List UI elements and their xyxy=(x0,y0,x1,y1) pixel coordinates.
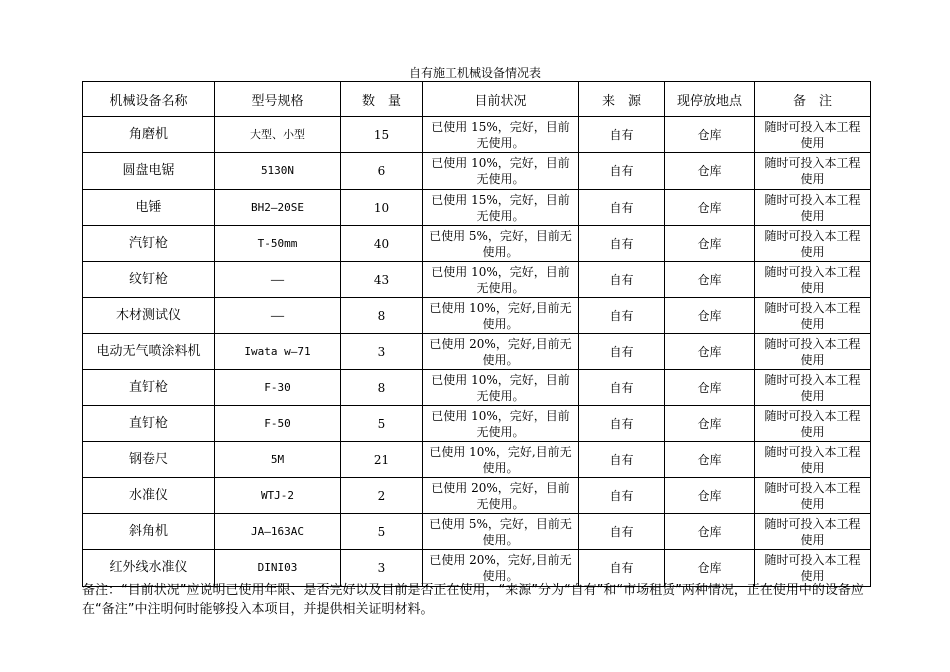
remark-cell: 随时可投入本工程使用 xyxy=(755,550,871,587)
remark-cell: 随时可投入本工程使用 xyxy=(755,370,871,406)
equipment-name-cell: 红外线水准仪 xyxy=(83,550,215,587)
source-cell: 自有 xyxy=(579,478,665,514)
table-body xyxy=(83,117,871,587)
model-cell: JA—163AC xyxy=(215,514,341,550)
table-row xyxy=(83,190,871,226)
status-cell: 已使用 15%，完好，目前无使用。 xyxy=(423,117,579,153)
header-location: 现停放地点 xyxy=(665,82,755,117)
footnote: 备注：“目前状况”应说明已使用年限、是否完好以及目前是否正在使用，“来源”分为“自有”和“市场租赁”两种情况，正在使用中的设备应在“备注”中注明何时能够投入本项目，并提供相关证明材料。 xyxy=(82,583,864,617)
header-row xyxy=(83,82,871,117)
remark-cell: 随时可投入本工程使用 xyxy=(755,442,871,478)
status-cell: 已使用 10%，完好，目前无使用。 xyxy=(423,153,579,190)
model-cell: 5M xyxy=(215,442,341,478)
status-cell: 已使用 10%，完好，目前无使用。 xyxy=(423,262,579,298)
model-cell: DINI03 xyxy=(215,550,341,587)
table-row xyxy=(83,514,871,550)
quantity-cell: 6 xyxy=(341,153,423,190)
location-cell: 仓库 xyxy=(665,262,755,298)
quantity-cell: 3 xyxy=(341,334,423,370)
equipment-name-cell: 汽钉枪 xyxy=(83,226,215,262)
source-cell: 自有 xyxy=(579,117,665,153)
header-name: 机械设备名称 xyxy=(83,82,215,117)
table-row xyxy=(83,153,871,190)
status-cell: 已使用 5%，完好，目前无使用。 xyxy=(423,514,579,550)
equipment-table xyxy=(82,81,871,587)
remark-cell: 随时可投入本工程使用 xyxy=(755,117,871,153)
table-row xyxy=(83,334,871,370)
source-cell: 自有 xyxy=(579,262,665,298)
source-cell: 自有 xyxy=(579,226,665,262)
quantity-cell: 8 xyxy=(341,298,423,334)
location-cell: 仓库 xyxy=(665,442,755,478)
table-row xyxy=(83,406,871,442)
header-source: 来 源 xyxy=(579,82,665,117)
source-cell: 自有 xyxy=(579,153,665,190)
source-cell: 自有 xyxy=(579,442,665,478)
equipment-name-cell: 圆盘电锯 xyxy=(83,153,215,190)
model-cell: 5130N xyxy=(215,153,341,190)
model-cell: Iwata w—71 xyxy=(215,334,341,370)
location-cell: 仓库 xyxy=(665,226,755,262)
quantity-cell: 15 xyxy=(341,117,423,153)
model-cell: —— xyxy=(215,298,341,334)
header-remark: 备 注 xyxy=(755,82,871,117)
status-cell: 已使用 10%，完好,目前无使用。 xyxy=(423,442,579,478)
quantity-cell: 5 xyxy=(341,514,423,550)
table-title: 自有施工机械设备情况表 xyxy=(408,66,541,80)
equipment-name-cell: 水准仪 xyxy=(83,478,215,514)
location-cell: 仓库 xyxy=(665,406,755,442)
status-cell: 已使用 5%，完好，目前无使用。 xyxy=(423,226,579,262)
remark-cell: 随时可投入本工程使用 xyxy=(755,406,871,442)
model-cell: BH2—20SE xyxy=(215,190,341,226)
remark-cell: 随时可投入本工程使用 xyxy=(755,334,871,370)
quantity-cell: 8 xyxy=(341,370,423,406)
status-cell: 已使用 20%，完好,目前无使用。 xyxy=(423,334,579,370)
quantity-cell: 10 xyxy=(341,190,423,226)
header-status: 目前状况 xyxy=(423,82,579,117)
source-cell: 自有 xyxy=(579,406,665,442)
equipment-name-cell: 角磨机 xyxy=(83,117,215,153)
quantity-cell: 43 xyxy=(341,262,423,298)
equipment-name-cell: 电动无气喷涂料机 xyxy=(83,334,215,370)
equipment-name-cell: 电锤 xyxy=(83,190,215,226)
table-row xyxy=(83,442,871,478)
source-cell: 自有 xyxy=(579,298,665,334)
remark-cell: 随时可投入本工程使用 xyxy=(755,226,871,262)
source-cell: 自有 xyxy=(579,370,665,406)
header-model: 型号规格 xyxy=(215,82,341,117)
quantity-cell: 40 xyxy=(341,226,423,262)
quantity-cell: 5 xyxy=(341,406,423,442)
model-cell: F-30 xyxy=(215,370,341,406)
source-cell: 自有 xyxy=(579,550,665,587)
location-cell: 仓库 xyxy=(665,370,755,406)
status-cell: 已使用 20%，完好，目前无使用。 xyxy=(423,478,579,514)
table-row xyxy=(83,262,871,298)
equipment-name-cell: 木材测试仪 xyxy=(83,298,215,334)
table-row xyxy=(83,298,871,334)
remark-cell: 随时可投入本工程使用 xyxy=(755,262,871,298)
equipment-name-cell: 直钉枪 xyxy=(83,406,215,442)
remark-cell: 随时可投入本工程使用 xyxy=(755,298,871,334)
equipment-name-cell: 钢卷尺 xyxy=(83,442,215,478)
model-cell: —— xyxy=(215,262,341,298)
table-row xyxy=(83,117,871,153)
source-cell: 自有 xyxy=(579,514,665,550)
status-cell: 已使用 15%，完好，目前无使用。 xyxy=(423,190,579,226)
table-row xyxy=(83,370,871,406)
quantity-cell: 21 xyxy=(341,442,423,478)
quantity-cell: 2 xyxy=(341,478,423,514)
status-cell: 已使用 10%，完好，目前无使用。 xyxy=(423,406,579,442)
remark-cell: 随时可投入本工程使用 xyxy=(755,190,871,226)
remark-cell: 随时可投入本工程使用 xyxy=(755,514,871,550)
quantity-cell: 3 xyxy=(341,550,423,587)
source-cell: 自有 xyxy=(579,190,665,226)
location-cell: 仓库 xyxy=(665,550,755,587)
location-cell: 仓库 xyxy=(665,334,755,370)
status-cell: 已使用 10%，完好,目前无使用。 xyxy=(423,298,579,334)
remark-cell: 随时可投入本工程使用 xyxy=(755,153,871,190)
location-cell: 仓库 xyxy=(665,153,755,190)
model-cell: F-50 xyxy=(215,406,341,442)
location-cell: 仓库 xyxy=(665,478,755,514)
location-cell: 仓库 xyxy=(665,298,755,334)
table-row xyxy=(83,478,871,514)
table-row xyxy=(83,226,871,262)
model-cell: 大型、小型 xyxy=(215,117,341,153)
remark-cell: 随时可投入本工程使用 xyxy=(755,478,871,514)
location-cell: 仓库 xyxy=(665,117,755,153)
equipment-name-cell: 直钉枪 xyxy=(83,370,215,406)
equipment-name-cell: 斜角机 xyxy=(83,514,215,550)
model-cell: WTJ-2 xyxy=(215,478,341,514)
source-cell: 自有 xyxy=(579,334,665,370)
location-cell: 仓库 xyxy=(665,190,755,226)
status-cell: 已使用 20%，完好,目前无使用。 xyxy=(423,550,579,587)
header-quantity: 数 量 xyxy=(341,82,423,117)
model-cell: T-50mm xyxy=(215,226,341,262)
status-cell: 已使用 10%，完好，目前无使用。 xyxy=(423,370,579,406)
equipment-name-cell: 纹钉枪 xyxy=(83,262,215,298)
location-cell: 仓库 xyxy=(665,514,755,550)
